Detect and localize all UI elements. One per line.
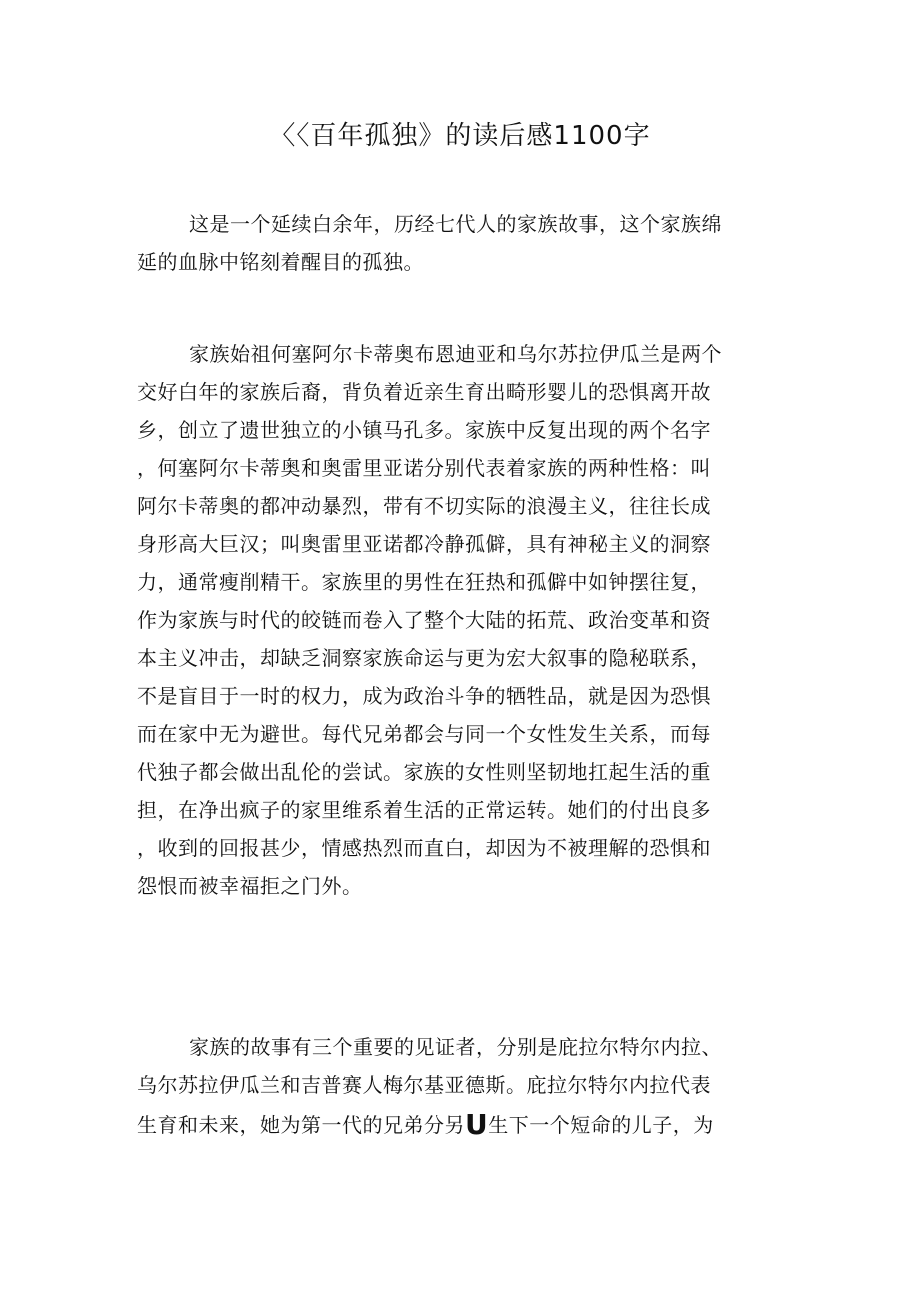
text-line: 担，在净出疯子的家里维系着生活的正常运转。她们的付出良多 bbox=[137, 798, 711, 822]
text-line: 作为家族与时代的皎链而卷入了整个大陆的拓荒、政治变革和资 bbox=[137, 608, 711, 632]
text-line: 乌尔苏拉伊瓜兰和吉普赛人梅尔基亚德斯。庇拉尔特尔内拉代表 bbox=[137, 1073, 711, 1097]
text-segment: 生育和未来，她为第一代的兄弟分另 bbox=[137, 1113, 465, 1137]
text-line: 代独子都会做出乱伦的尝试。家族的女性则坚韧地扛起生活的重 bbox=[137, 760, 711, 784]
document-title: 〈〈百年孤独》的读后感1100字 bbox=[269, 121, 651, 151]
text-line: 家族的故事有三个重要的见证者，分别是庇拉尔特尔内拉、 bbox=[189, 1035, 722, 1059]
text-line: 交好白年的家族后裔，背负着近亲生育出畸形婴儿的恐惧离开故 bbox=[137, 380, 711, 404]
text-line: 身形高大巨汉；叫奥雷里亚诺都冷静孤僻，具有神秘主义的洞察 bbox=[137, 532, 711, 556]
text-line: 阿尔卡蒂奥的都冲动暴烈，带有不切实际的浪漫主义，往往长成 bbox=[137, 494, 711, 518]
paragraph-3 bbox=[137, 1028, 747, 1142]
text-line: 乡，创立了遗世独立的小镇马孔多。家族中反复出现的两个名字 bbox=[137, 418, 711, 442]
text-segment: 生下一个短命的儿子，为 bbox=[488, 1113, 714, 1137]
text-line: 这是一个延续白余年，历经七代人的家族故事，这个家族绵 bbox=[189, 212, 722, 236]
text-line: 家族始祖何塞阿尔卡蒂奥布恩迪亚和乌尔苏拉伊瓜兰是两个 bbox=[189, 342, 722, 366]
paragraph-1 bbox=[137, 205, 747, 281]
text-line-last bbox=[137, 1104, 747, 1142]
text-line: 延的血脉中铭刻着醒目的孤独。 bbox=[137, 250, 424, 274]
stray-glyph: U bbox=[465, 1108, 489, 1141]
text-line: 而在家中无为避世。每代兄弟都会与同一个女性发生关系，而每 bbox=[137, 722, 711, 746]
text-line: 本主义冲击，却缺乏洞察家族命运与更为宏大叙事的隐秘联系， bbox=[137, 646, 711, 670]
paragraph-2 bbox=[137, 335, 747, 905]
text-line: ，何塞阿尔卡蒂奥和奥雷里亚诺分别代表着家族的两种性格：叫 bbox=[137, 456, 711, 480]
text-line: 怨恨而被幸福拒之门外。 bbox=[137, 874, 363, 898]
text-line: ，收到的回报甚少，情感热烈而直白，却因为不被理解的恐惧和 bbox=[137, 836, 711, 860]
text-line: 不是盲目于一时的权力，成为政治斗争的牺牲品，就是因为恐惧 bbox=[137, 684, 711, 708]
text-line: 力，通常瘦削精干。家族里的男性在狂热和孤僻中如钟摆往复， bbox=[137, 570, 711, 594]
